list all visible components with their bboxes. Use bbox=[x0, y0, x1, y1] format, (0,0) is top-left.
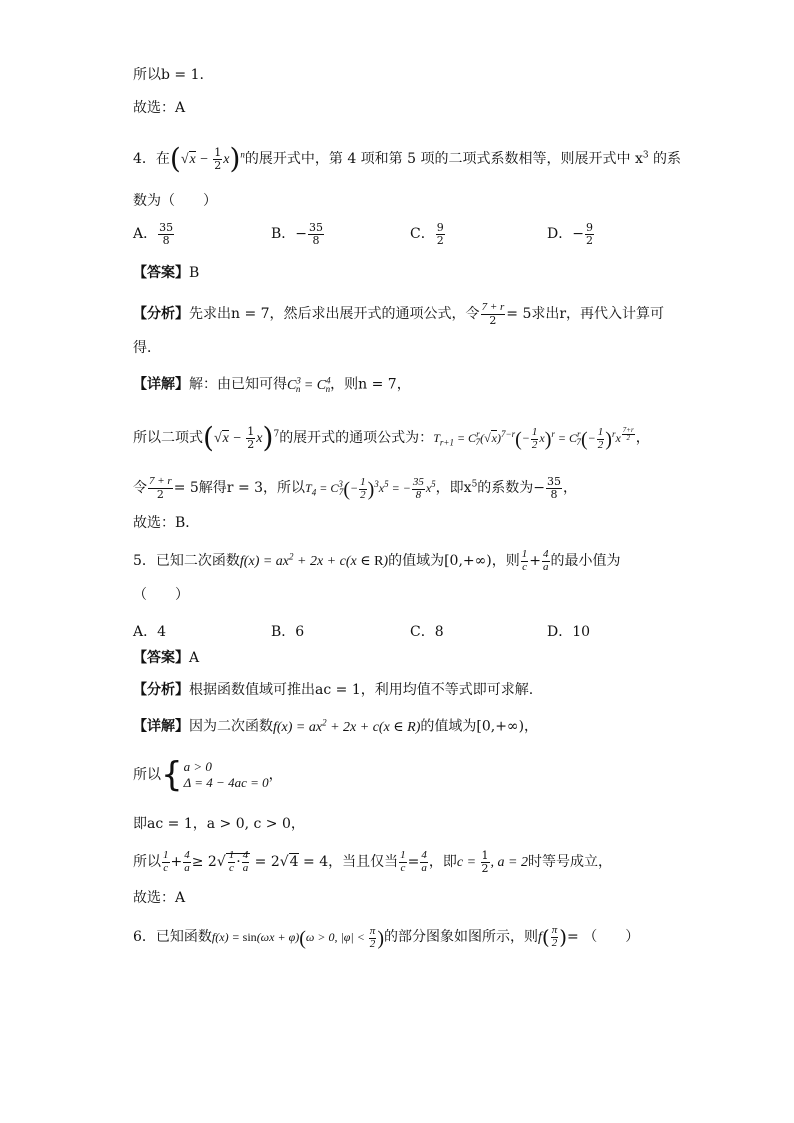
q5-stem-line1: 5．已知二次函数$f(x) = ax^2 + 2x + c(x$ ∈ R)的值域为[0,+∞)，则 $\frac{1}{c}$ + $\frac{4}{a}$ 的最小值为 bbox=[133, 548, 621, 573]
q5-stem-line2: （ ） bbox=[133, 587, 189, 603]
q4-analysis: 【分析】先求出n = 7，然后求出展开式的通项公式，令 $\frac{7 + r}{2}$ = 5求出r，再代入计算可 bbox=[133, 301, 665, 327]
q5-detail-4: 所以 $\frac{1}{c}$ + $\frac{4}{a}$ ≥ 2√ $\frac{1}{c}$ · $\frac{4}{a}$ = 2√4 = 4，当且仅当 $\frac{1}{c}$ = $\frac{4}{a}$ ，即c = $\frac{1}{2}$ , a = 2时等号成立， bbox=[133, 849, 612, 875]
q4-option-a[interactable]: A． $\frac{35}{8}$ bbox=[133, 221, 174, 247]
q4-stem-c: 的系 bbox=[648, 151, 682, 167]
q4-option-b[interactable]: B．− $\frac{35}{8}$ bbox=[271, 221, 324, 247]
q5-detail-1: 【详解】因为二次函数$f(x) = ax^2 + 2x + c(x$ ∈ R)的值域为[0,+∞)， bbox=[133, 717, 539, 735]
q5-detail-2: 所以 { a > 0 Δ = 4 − 4ac = 0 ， bbox=[133, 755, 283, 795]
q6-stem: 6．已知函数f(x) = sin(ωx + φ)(ω > 0, |φ| < $\frac{\pi}{2}$ )的部分图象如图所示，则f( $\frac{\pi}{2}$ )= （ ） bbox=[133, 924, 640, 950]
q5-option-c[interactable]: C．8 bbox=[410, 624, 444, 640]
q4-detail-1: 【详解】解：由已知可得$C^3_n = C^4_n$，则n = 7， bbox=[133, 375, 411, 395]
q5-choice: 故选：A bbox=[133, 890, 186, 906]
q5-detail-3: 即ac = 1，a > 0, c > 0， bbox=[133, 816, 305, 832]
q5-option-b[interactable]: B．6 bbox=[271, 624, 305, 640]
q5-analysis: 【分析】根据函数值域可推出ac = 1，利用均值不等式即可求解. bbox=[133, 682, 534, 698]
q5-option-a[interactable]: A．4 bbox=[133, 624, 167, 640]
q4-frac-half: $\frac{1}{2}$ bbox=[214, 145, 222, 172]
q5-option-d[interactable]: D．10 bbox=[547, 624, 591, 640]
q4-detail-2: 所以二项式(√x − $\frac{1}{2}$ x)$^7$的展开式的通项公式为：$T_{r+1} = C^r_7(√x)^{7-r}(-$ $\frac{1}{2}$ $x)^r = C^r_7(-$ $\frac{1}{2}$ )$^r$x $^{\frac{7+r}{2}}$ ， bbox=[133, 421, 650, 454]
q5-answer: 【答案】A bbox=[133, 650, 200, 666]
q4-option-c[interactable]: C． $\frac{9}{2}$ bbox=[410, 221, 444, 247]
q4-stem-a: 4．在 bbox=[133, 151, 170, 167]
q4-answer: 【答案】B bbox=[133, 265, 200, 281]
q4-stem-line1: 4．在(√x − $\frac{1}{2}$ x)$^n$的展开式中，第 4 项和第 5 项的二项式系数相等，则展开式中 $x^3$ 的系 bbox=[133, 142, 682, 175]
q4-analysis-line2: 得． bbox=[133, 340, 161, 356]
q4-option-d[interactable]: D．− $\frac{9}{2}$ bbox=[547, 221, 593, 247]
q3-conclusion: 所以b = 1. bbox=[133, 67, 204, 83]
q4-stem-line2: 数为（ ） bbox=[133, 193, 217, 209]
q4-detail-3: 令 $\frac{7 + r}{2}$ = 5解得r = 3，所以$T_4 = C^3_7(-$ $\frac{1}{2}$ )$^3x^5$ = − $\frac{35}{8}$ $x^5$，即$x^5$的系数为− $\frac{35}{8}$ ， bbox=[133, 475, 578, 501]
q3-choice: 故选：A bbox=[133, 100, 186, 116]
q4-choice: 故选：B． bbox=[133, 515, 200, 531]
q4-stem-b: 的展开式中，第 4 项和第 5 项的二项式系数相等，则展开式中 x bbox=[244, 151, 643, 167]
